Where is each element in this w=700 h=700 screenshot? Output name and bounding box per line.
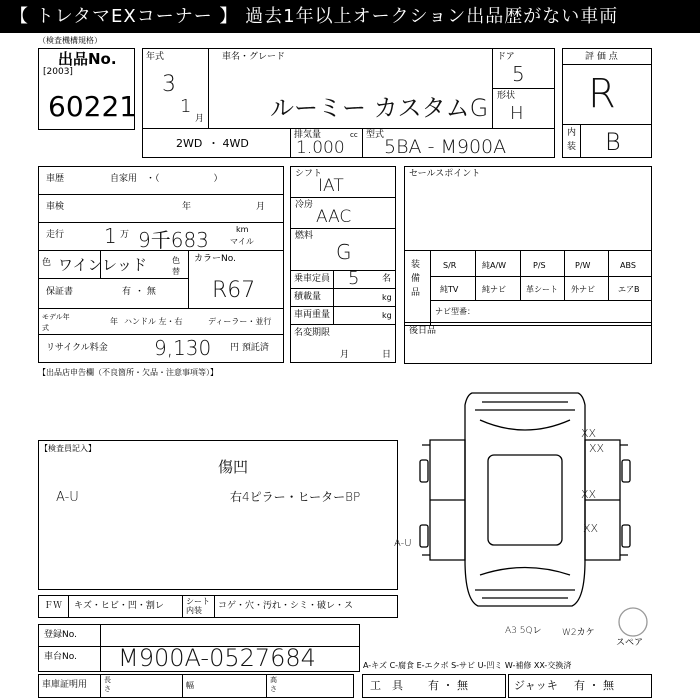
cert-label: 車庫証明用 [42,680,88,690]
inspector-line2: A-U [56,490,79,505]
mark-a3: A3 5Qレ [505,626,542,636]
interior-label-2: 装 [567,142,577,152]
weight-label: 車両重量 [294,310,331,320]
color-label: 色 [42,258,52,268]
sales-point-label: セールスポイント [409,169,481,179]
inspection-label: 車検 [46,202,65,212]
year-label: 年式 [146,52,165,62]
recycle-value: 9,130 [154,336,212,360]
mark-au: A-U [394,538,412,549]
model-year-label: モデル年式 [42,313,70,332]
displacement-unit: cc [350,131,358,139]
reg-change-label: 名変期限 [294,328,331,338]
equip-sr: S/R [443,261,457,270]
vehicle-name: ルーミー カスタムG [270,94,489,122]
recycle-unit: 円 預託済 [230,343,269,353]
mark-xx-4: XX [583,522,599,535]
shift-value: IAT [318,176,344,196]
interior-grade: B [605,128,621,156]
reg-label: 登録No. [44,630,77,640]
color-no-value: R67 [212,278,256,303]
equip-leather: 革シート [526,285,558,294]
interior-label-1: 内 [567,128,577,138]
damage-legend: A-キズ C-腐食 E-エクボ S-サビ U-凹ミ W-補修 XX-交換済 [363,661,572,670]
name-label: 車名・グレード [222,52,286,62]
grade-score: R [588,71,616,117]
mileage-value: 9千683 [138,228,209,252]
fuel-label: 燃料 [295,231,314,241]
equip-ext-navi: 外ナビ [571,285,595,294]
equip-tv: 純TV [440,285,459,294]
month-value: 1 [180,96,192,117]
doors-label: ドア [497,52,515,62]
shape-label: 形状 [497,91,516,101]
capacity-value: 5 [348,268,360,289]
recycle-label: リサイクル料金 [46,343,108,353]
history-suffix: ・（ ） [146,174,223,184]
doors-value: 5 [512,62,525,86]
warranty-label: 保証書 [46,287,74,297]
inspector-label: 【検査員記入】 [40,444,96,453]
navi-model-label: ナビ型番： [435,307,475,316]
year-value: 3 [162,72,176,97]
equipment-label: 装備品 [411,260,421,298]
inspection-year: 年 [182,202,192,212]
displacement-value: 1.000 [296,138,345,158]
after-label: 後日品 [409,326,437,336]
weight-unit: kg [382,311,392,320]
fw-label: ＦＷ [44,601,63,611]
history-value: 自家用 [110,174,138,184]
inspector-line3: 右4ピラー・ヒーターBP [230,490,361,504]
history-label: 車歴 [46,174,65,184]
load-unit: kg [382,293,392,302]
mileage-unit-man: 万 [120,230,130,240]
displacement-label: 排気量 [294,130,322,140]
lot-year-tag: [2003] [43,67,73,77]
model-year-unit: 年 [110,317,118,326]
aircon-value: AAC [316,207,352,227]
equip-navi: 純ナビ [482,285,506,294]
reg-change-day: 日 [382,350,392,360]
equip-airbag: エアB [618,285,640,294]
mark-w2: W2カケ [562,628,595,638]
fw-items: キズ・ヒビ・凹・割レ [74,601,164,611]
color-change-label: 色替 [172,256,180,276]
jack-label: ジャッキ [514,679,558,692]
capacity-label: 乗車定員 [294,274,331,284]
aircon-label: 冷房 [295,200,314,210]
color-value: ワインレッド [58,256,148,274]
equip-ps: P/S [533,261,546,270]
width-label: 幅 [186,681,194,690]
reg-change-month: 月 [340,350,350,360]
seat-label: シート内装 [186,597,210,615]
equip-abs: ABS [620,261,636,270]
mark-xx-1: XX [581,427,597,440]
mileage-unit-km: km [236,225,249,234]
shift-label: シフト [295,169,323,179]
height-label: 高さ [270,676,277,693]
chassis-label: 車台No. [44,652,77,662]
model-label: 型式 [366,130,385,140]
mark-xx-2: XX [589,442,605,455]
load-label: 積載量 [294,292,322,302]
drive-2wd: 2WD [176,137,203,150]
equip-aw: 純A/W [482,261,507,270]
chassis-value: M900A-0527684 [118,644,316,672]
capacity-unit: 名 [382,274,392,284]
sheet-label: （検査機構規格） [38,36,102,45]
model-value: 5BA - M900A [384,136,507,158]
spare-label: スペア [616,638,644,648]
inspection-month: 月 [256,202,266,212]
mileage-unit-mile: マイル [230,237,254,246]
grade-label: 評 価 点 [585,52,618,62]
lot-number-label: 出品No. [58,50,117,68]
lot-number: 60221 [48,90,138,123]
color-no-label: カラーNo. [194,254,236,264]
tool-value: 有 ・ 無 [428,679,468,692]
fuel-value: G [336,240,352,264]
exhibitor-label: 【出品店申告欄（不良箇所・欠品・注意事項等）】 [38,368,218,377]
jack-value: 有 ・ 無 [574,679,614,692]
warranty-yes: 有 [122,287,132,297]
drive-4wd: ・ 4WD [208,137,249,150]
mark-xx-3: XX [581,488,597,501]
tool-label: 工 具 [370,679,403,692]
seat-items: コゲ・穴・汚れ・シミ・破レ・ス [218,601,354,611]
length-label: 長さ [104,676,111,693]
inspector-line1: 傷凹 [218,458,249,476]
equip-pw: P/W [575,261,591,270]
banner: 【 トレタマEXコーナー 】 過去1年以上オークション出品歴がない車両 [0,0,700,33]
warranty-no: ・ 無 [135,287,156,297]
dealer-label: ディーラー・並行 [208,317,272,326]
month-unit: 月 [195,114,205,124]
mileage-man: 1 [104,224,117,248]
handle-label: ハンドル 左・右 [124,317,183,326]
mileage-label: 走行 [46,230,65,240]
shape-value: H [510,103,524,124]
